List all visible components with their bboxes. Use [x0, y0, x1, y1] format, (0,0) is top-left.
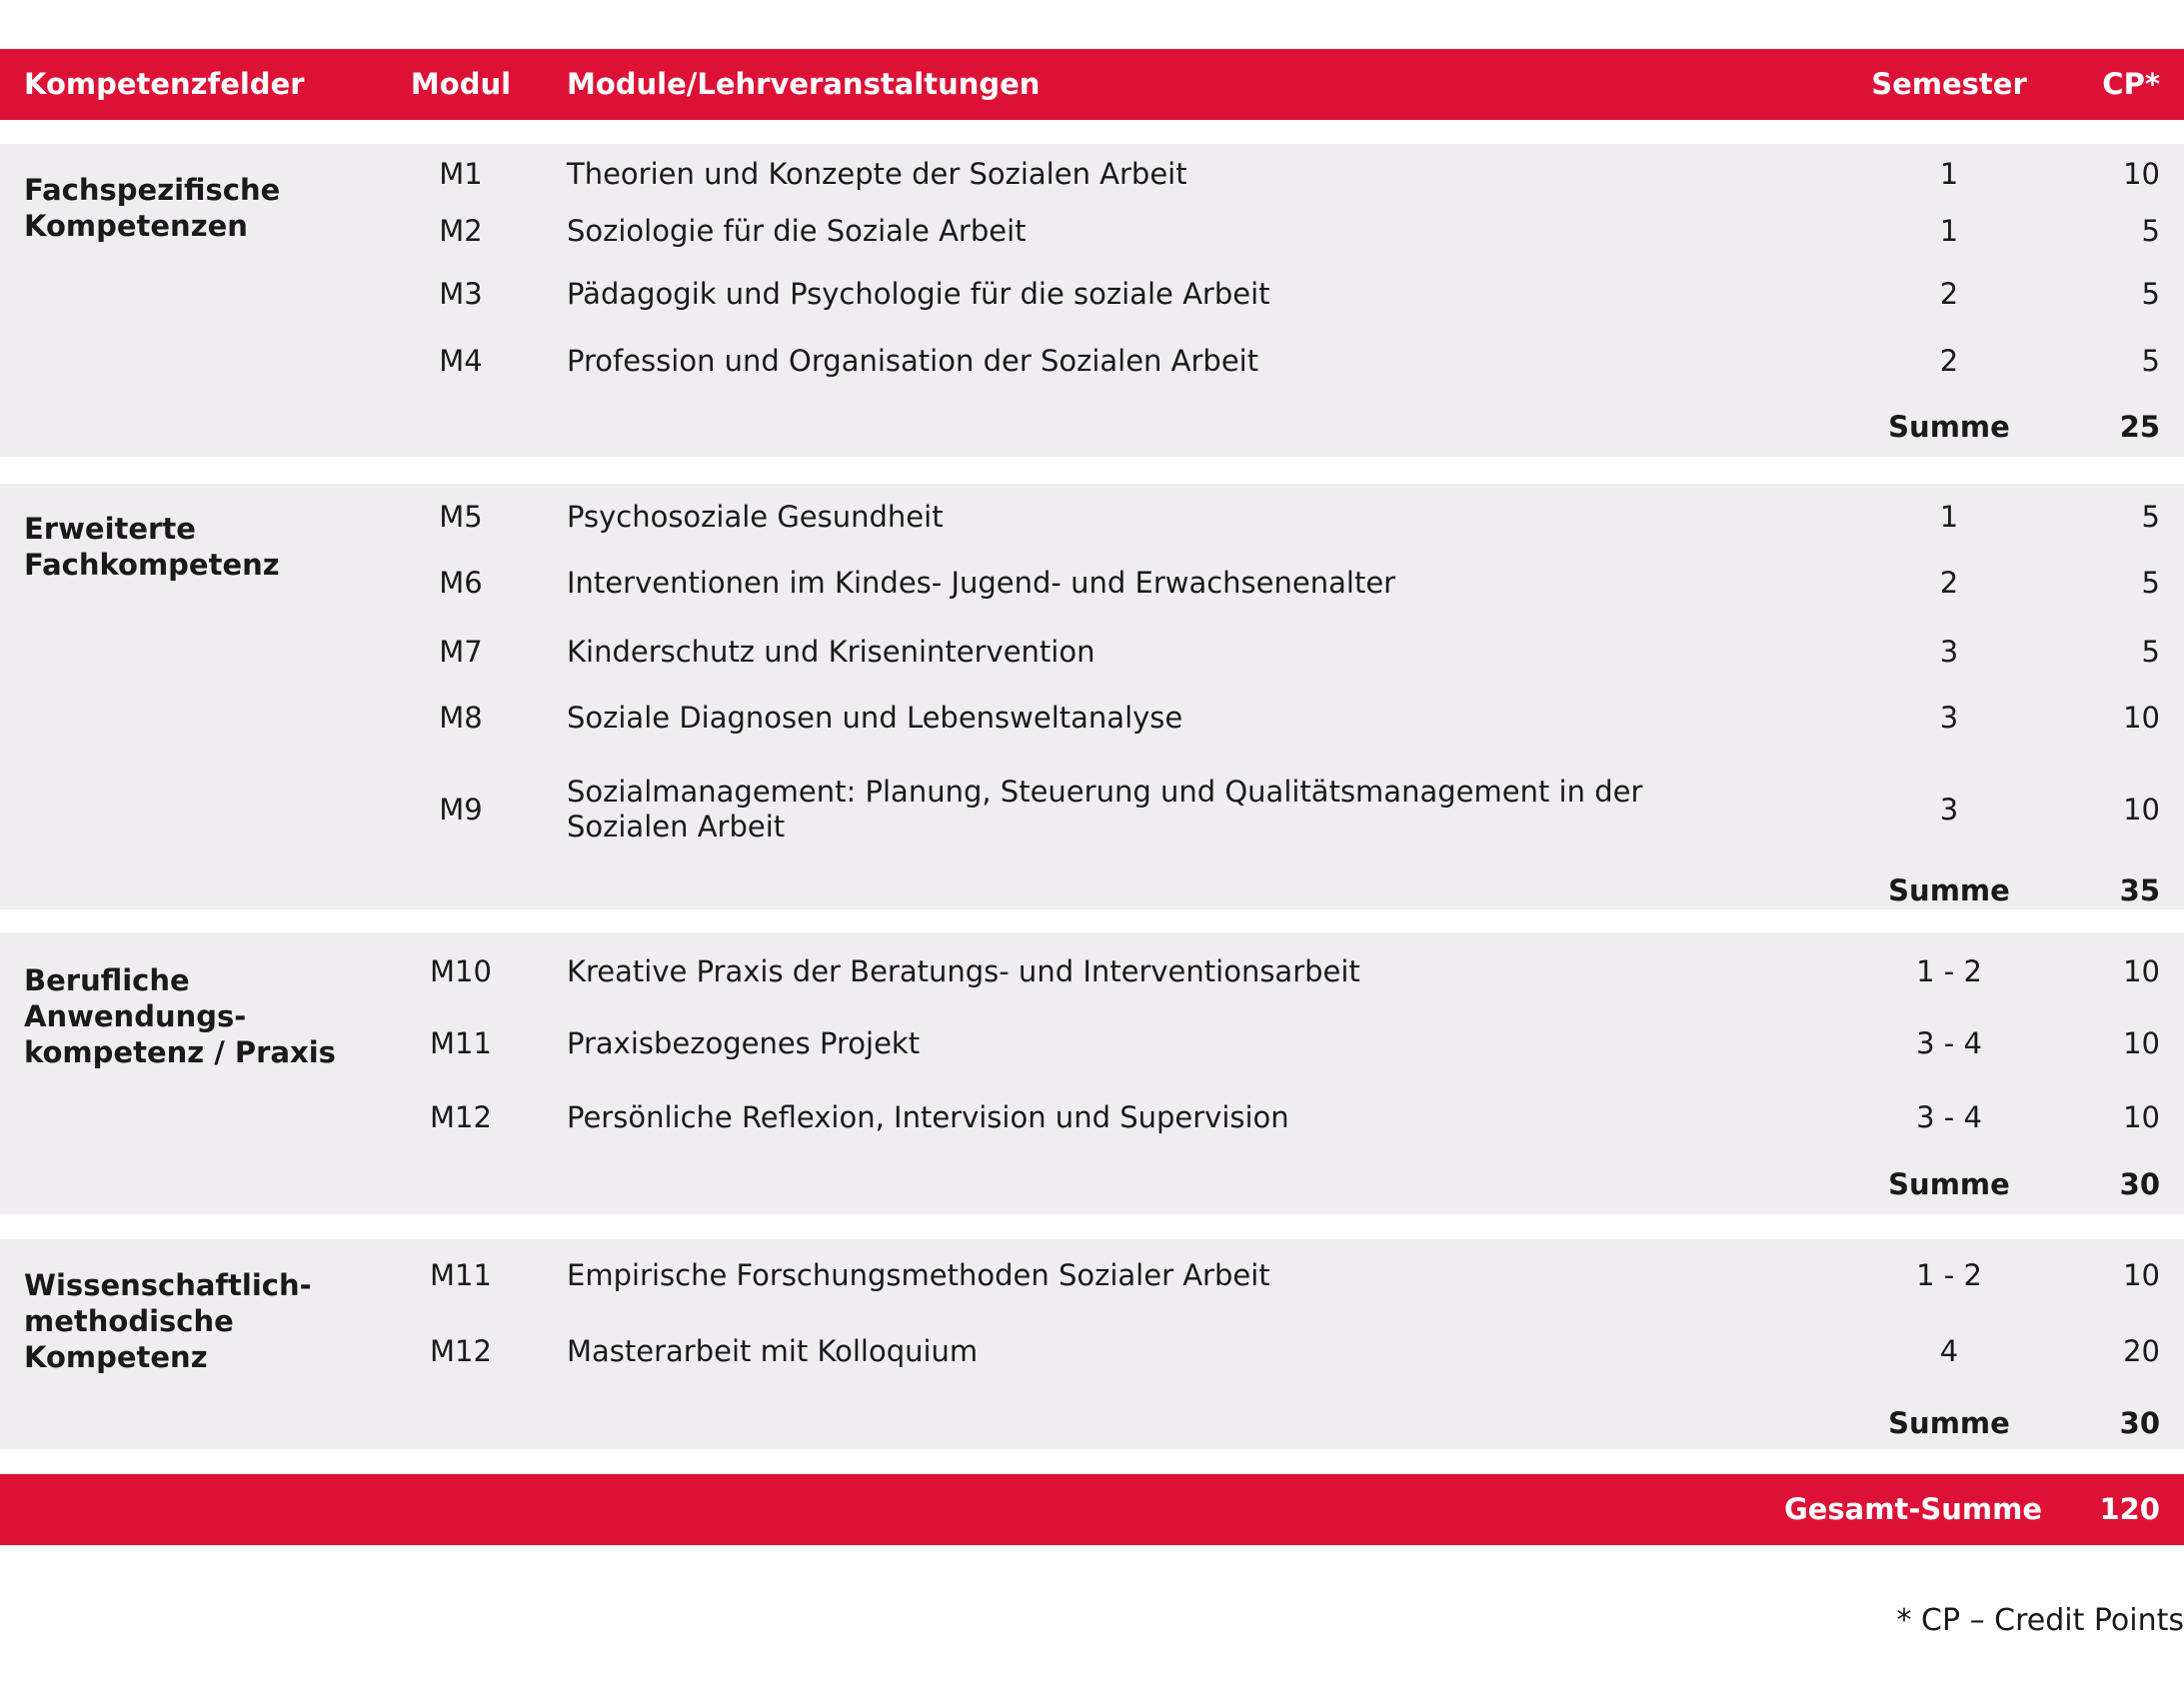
module-semester: 3 - 4: [1916, 1100, 1982, 1134]
module-name: Soziologie für die Soziale Arbeit: [567, 214, 1027, 248]
table-header: [0, 49, 2184, 120]
module-semester: 2: [1939, 566, 1959, 600]
module-cp: 5: [2141, 635, 2160, 669]
module-name: Praxisbezogenes Projekt: [567, 1026, 921, 1060]
module-cp: 10: [2123, 157, 2160, 191]
module-cp: 10: [2123, 701, 2160, 735]
sum-label: Summe: [1888, 873, 2010, 907]
module-name: Empirische Forschungsmethoden Sozialer Arbeit: [567, 1258, 1270, 1292]
sum-label: Summe: [1888, 1167, 2010, 1201]
module-semester: 1: [1939, 214, 1959, 248]
module-name: Masterarbeit mit Kolloquium: [567, 1334, 979, 1368]
module-semester: 3: [1939, 701, 1959, 735]
group-label: Erweiterte Fachkompetenz: [24, 512, 280, 582]
module-code: M3: [439, 277, 483, 311]
module-code: M12: [430, 1100, 492, 1134]
module-code: M11: [430, 1258, 492, 1292]
module-cp: 10: [2123, 954, 2160, 988]
module-semester: 3: [1939, 793, 1959, 827]
module-code: M2: [439, 214, 483, 248]
module-semester: 1 - 2: [1916, 954, 1982, 988]
sum-label: Summe: [1888, 410, 2010, 444]
module-code: M1: [439, 157, 483, 191]
module-cp: 10: [2123, 1100, 2160, 1134]
module-name: Soziale Diagnosen und Lebensweltanalyse: [567, 701, 1183, 735]
module-code: M4: [439, 344, 483, 378]
module-semester: 1 - 2: [1916, 1258, 1982, 1292]
sum-value: 25: [2119, 410, 2160, 444]
module-code: M5: [439, 500, 483, 534]
module-code: M12: [430, 1334, 492, 1368]
header-modul: Modul: [410, 67, 512, 101]
module-name: Pädagogik und Psychologie für die soziale Arbeit: [567, 277, 1270, 311]
module-semester: 1: [1939, 500, 1959, 534]
header-kompetenzfelder: Kompetenzfelder: [24, 67, 305, 101]
module-semester: 2: [1939, 277, 1959, 311]
module-code: M11: [430, 1026, 492, 1060]
header-cp: CP*: [2102, 67, 2160, 101]
group-label: Berufliche Anwendungs- kompetenz / Praxis: [24, 963, 336, 1069]
total-label: Gesamt-Summe: [1783, 1492, 2042, 1526]
module-name: Persönliche Reflexion, Intervision und Supervision: [567, 1100, 1289, 1134]
table-row: [0, 775, 2184, 845]
module-code: M10: [430, 954, 492, 988]
header-semester: Semester: [1871, 67, 2027, 101]
module-name: Psychosoziale Gesundheit: [567, 500, 944, 534]
module-name: Kreative Praxis der Beratungs- und Interventionsarbeit: [567, 954, 1360, 988]
module-name: Interventionen im Kindes- Jugend- und Erwachsenenalter: [567, 566, 1396, 600]
module-cp: 5: [2141, 566, 2160, 600]
sum-value: 30: [2119, 1167, 2160, 1201]
module-code: M7: [439, 635, 483, 669]
total-value: 120: [2099, 1492, 2160, 1526]
module-name: Theorien und Konzepte der Sozialen Arbeit: [567, 157, 1187, 191]
sum-value: 30: [2119, 1406, 2160, 1440]
sum-label: Summe: [1888, 1406, 2010, 1440]
module-semester: 3 - 4: [1916, 1026, 1982, 1060]
module-cp: 5: [2141, 500, 2160, 534]
module-cp: 10: [2123, 1026, 2160, 1060]
sum-value: 35: [2119, 873, 2160, 907]
group-label: Wissenschaftlich- methodische Kompetenz: [24, 1268, 312, 1374]
module-semester: 2: [1939, 344, 1959, 378]
module-cp: 5: [2141, 277, 2160, 311]
group-label: Fachspezifische Kompetenzen: [24, 173, 281, 243]
module-name: Kinderschutz und Krisenintervention: [567, 635, 1095, 669]
module-cp: 5: [2141, 344, 2160, 378]
module-semester: 1: [1939, 157, 1959, 191]
module-cp: 20: [2123, 1334, 2160, 1368]
module-semester: 3: [1939, 635, 1959, 669]
module-cp: 10: [2123, 793, 2160, 827]
module-cp: 10: [2123, 1258, 2160, 1292]
footnote: * CP – Credit Points: [1896, 1603, 2184, 1638]
module-code: M8: [439, 701, 483, 735]
group-band: [0, 484, 2184, 909]
module-semester: 4: [1939, 1334, 1959, 1368]
module-name: Sozialmanagement: Planung, Steuerung und Qualitätsmanagement in der Sozialen Arbeit: [567, 775, 1643, 844]
header-module-lehrveranstaltungen: Module/Lehrveranstaltungen: [567, 67, 1041, 101]
total-row: [0, 1474, 2184, 1545]
module-cp: 5: [2141, 214, 2160, 248]
module-code: M9: [439, 793, 483, 827]
module-code: M6: [439, 566, 483, 600]
module-name: Profession und Organisation der Sozialen Arbeit: [567, 344, 1259, 378]
